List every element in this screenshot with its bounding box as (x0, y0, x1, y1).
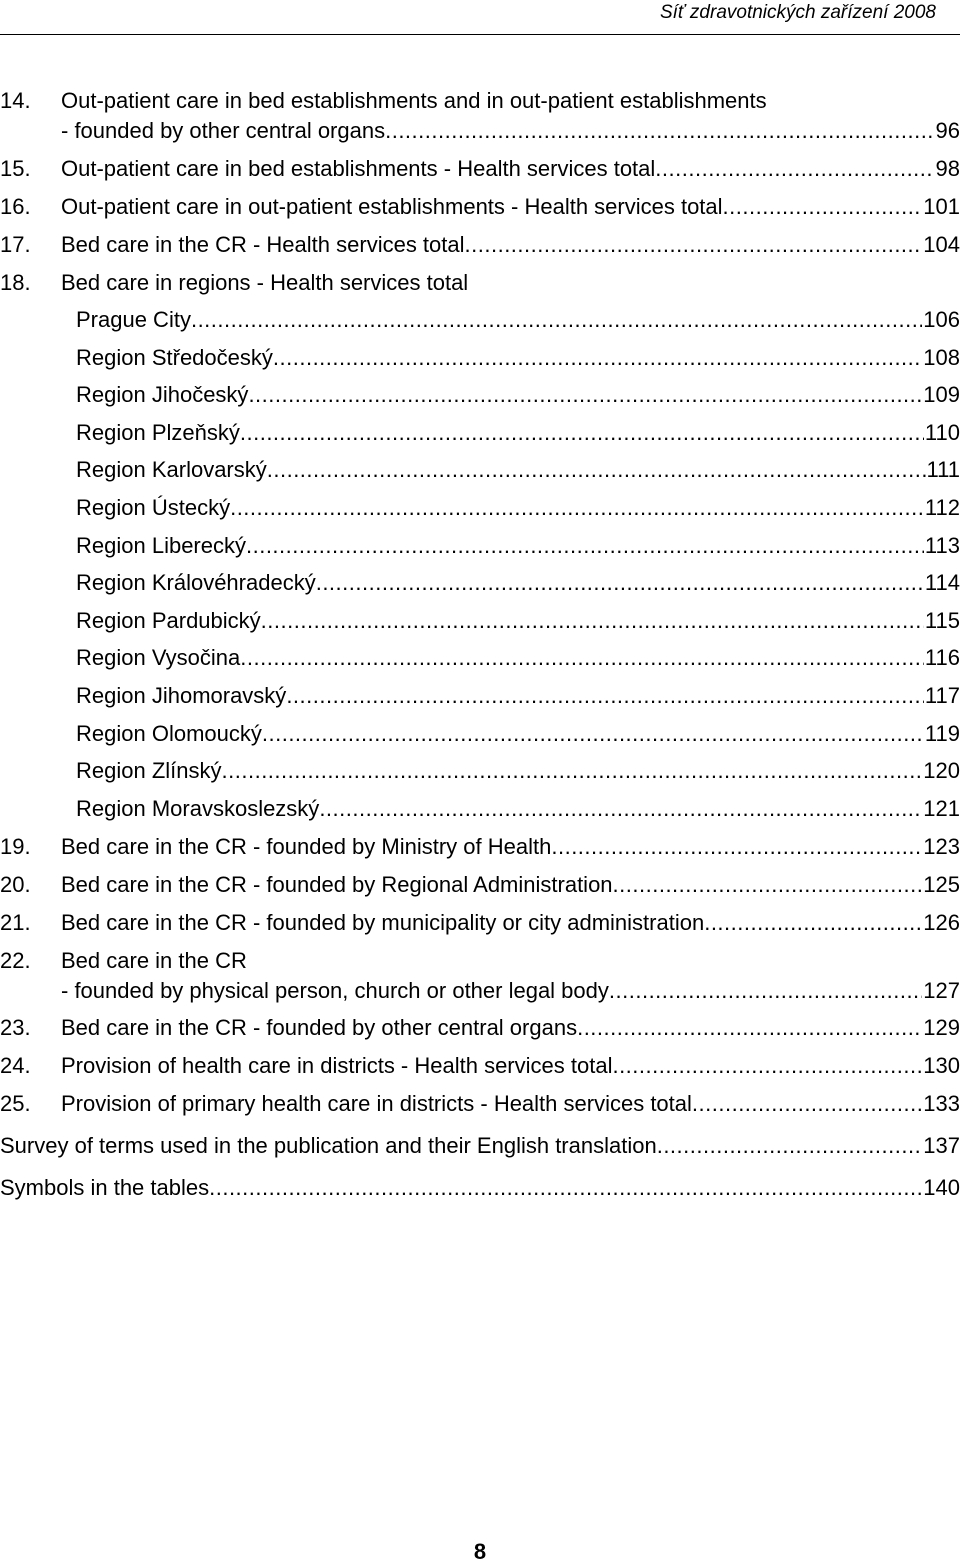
toc-number: 19. (0, 834, 31, 859)
toc-title: Region Karlovarský (76, 455, 267, 485)
toc-page-number: 110 (924, 420, 960, 445)
toc-title: Prague City (76, 305, 191, 335)
toc-number: 25. (0, 1091, 31, 1116)
toc-entry[interactable] (0, 343, 960, 373)
running-header: Síť zdravotnických zařízení 2008 (659, 2, 936, 23)
toc-title: Bed care in the CR - founded by Ministry of Health (61, 832, 551, 862)
toc-entry[interactable] (0, 681, 960, 711)
toc-entry[interactable] (0, 230, 960, 260)
toc-entry[interactable] (0, 870, 960, 900)
toc-title: Region Vysočina (76, 643, 240, 673)
toc-title: Provision of primary health care in districts - Health services total (61, 1089, 692, 1119)
toc-entry[interactable] (0, 531, 960, 561)
toc-entry[interactable] (0, 116, 960, 146)
toc-entry[interactable] (0, 908, 960, 938)
toc-title: Region Středočeský (76, 343, 273, 373)
toc-entry[interactable] (0, 568, 960, 598)
toc-dot-leader (609, 976, 922, 1006)
toc-entry[interactable] (0, 493, 960, 523)
toc-entry[interactable] (0, 643, 960, 673)
toc-dot-leader (230, 493, 924, 523)
toc-title: Region Ústecký (76, 493, 230, 523)
toc-title-line1: Out-patient care in bed establishments and in out-patient establishments (61, 86, 767, 116)
toc-title: - founded by physical person, church or other legal body (61, 976, 609, 1006)
toc-dot-leader (191, 305, 922, 335)
toc-number: 23. (0, 1015, 31, 1040)
toc-title: - founded by other central organs (61, 116, 385, 146)
toc-page-number: 121 (923, 796, 960, 821)
toc-number: 17. (0, 232, 31, 257)
toc-page-number: 137 (923, 1133, 960, 1158)
toc-page-number: 123 (923, 834, 960, 859)
toc-title: Region Moravskoslezský (76, 794, 319, 824)
toc-title: Bed care in regions - Health services total (61, 268, 468, 298)
toc-title-line1: Bed care in the CR (61, 946, 247, 976)
toc-page-number: 96 (935, 118, 960, 143)
toc-dot-leader (655, 154, 934, 184)
toc-page-number: 108 (923, 345, 960, 370)
toc-dot-leader (262, 719, 924, 749)
toc-dot-leader (723, 192, 923, 222)
toc-dot-leader (319, 794, 922, 824)
toc-title: Bed care in the CR - founded by Regional Administration (61, 870, 613, 900)
toc-entry-line (0, 946, 960, 976)
toc-dot-leader (240, 418, 924, 448)
toc-dot-leader (612, 1051, 922, 1081)
toc-number: 15. (0, 156, 31, 181)
toc-page-number: 104 (923, 232, 960, 257)
toc-page-number: 120 (923, 758, 960, 783)
toc-page-number: 119 (924, 721, 960, 746)
toc-entry[interactable] (0, 305, 960, 335)
toc-dot-leader (240, 643, 924, 673)
toc-entry[interactable] (0, 380, 960, 410)
toc-title: Region Olomoucký (76, 719, 262, 749)
toc-page-number: 140 (923, 1175, 960, 1200)
toc-page-number: 129 (923, 1015, 960, 1040)
toc-number: 18. (0, 270, 31, 295)
toc-page-number: 116 (924, 645, 960, 670)
toc-title: Out-patient care in out-patient establishments - Health services total (61, 192, 723, 222)
toc-dot-leader (657, 1131, 923, 1161)
toc-entry[interactable] (0, 976, 960, 1006)
toc-entry[interactable] (0, 154, 960, 184)
toc-number: 22. (0, 948, 31, 973)
toc-dot-leader (209, 1173, 922, 1203)
toc-entry[interactable] (0, 832, 960, 862)
toc-dot-leader (248, 380, 922, 410)
toc-dot-leader (222, 756, 923, 786)
toc-page-number: 125 (923, 872, 960, 897)
toc-dot-leader (692, 1089, 922, 1119)
toc-page-number: 109 (923, 382, 960, 407)
toc-title: Region Jihomoravský (76, 681, 286, 711)
toc-page-number: 127 (923, 978, 960, 1003)
toc-title: Out-patient care in bed establishments - Health services total (61, 154, 655, 184)
toc-page-number: 98 (935, 156, 960, 181)
toc-title: Region Jihočeský (76, 380, 248, 410)
toc-title: Bed care in the CR - founded by other central organs (61, 1013, 577, 1043)
toc-page-number: 101 (923, 194, 960, 219)
toc-dot-leader (551, 832, 922, 862)
toc-dot-leader (465, 230, 923, 260)
toc-entry[interactable] (0, 794, 960, 824)
toc-dot-leader (246, 531, 924, 561)
toc-title: Region Královéhradecký (76, 568, 316, 598)
toc-page-number: 111 (926, 457, 960, 482)
toc-entry[interactable] (0, 1089, 960, 1119)
toc-number: 21. (0, 910, 31, 935)
toc-entry[interactable] (0, 268, 960, 298)
toc-dot-leader (316, 568, 924, 598)
toc-title: Region Zlínský (76, 756, 222, 786)
toc-page-number: 130 (923, 1053, 960, 1078)
page-number: 8 (473, 1539, 487, 1564)
toc-number: 16. (0, 194, 31, 219)
toc-entry[interactable] (0, 1051, 960, 1081)
toc-dot-leader (704, 908, 922, 938)
toc-entry[interactable] (0, 606, 960, 636)
header-rule (0, 34, 960, 35)
toc-title: Region Liberecký (76, 531, 246, 561)
toc-dot-leader (273, 343, 922, 373)
toc-entry[interactable] (0, 418, 960, 448)
toc-page-number: 114 (924, 570, 960, 595)
toc-entry[interactable] (0, 1173, 960, 1203)
toc-page-number: 113 (924, 533, 960, 558)
toc-entry[interactable] (0, 1131, 960, 1161)
toc-page-number: 115 (924, 608, 960, 633)
toc-entry[interactable] (0, 719, 960, 749)
toc-page-number: 106 (923, 307, 960, 332)
toc-number: 24. (0, 1053, 31, 1078)
toc-entry[interactable] (0, 756, 960, 786)
toc-number: 14. (0, 88, 31, 113)
toc-dot-leader (577, 1013, 922, 1043)
toc-dot-leader (286, 681, 924, 711)
toc-dot-leader (261, 606, 924, 636)
toc-page-number: 126 (923, 910, 960, 935)
toc-entry[interactable] (0, 1013, 960, 1043)
toc-title: Provision of health care in districts - Health services total (61, 1051, 612, 1081)
toc-number: 20. (0, 872, 31, 897)
toc-dot-leader (385, 116, 934, 146)
toc-entry[interactable] (0, 455, 960, 485)
toc-title: Region Plzeňský (76, 418, 240, 448)
toc-page-number: 117 (924, 683, 960, 708)
toc-entry-line (0, 86, 960, 116)
toc-title: Bed care in the CR - founded by municipality or city administration (61, 908, 704, 938)
toc-page-number: 133 (923, 1091, 960, 1116)
toc-dot-leader (613, 870, 923, 900)
toc-entry[interactable] (0, 192, 960, 222)
toc-title: Symbols in the tables (0, 1173, 209, 1203)
toc-title: Survey of terms used in the publication and their English translation (0, 1131, 657, 1161)
toc-page-number: 112 (924, 495, 960, 520)
toc-dot-leader (267, 455, 926, 485)
toc-title: Region Pardubický (76, 606, 261, 636)
toc-title: Bed care in the CR - Health services total (61, 230, 465, 260)
